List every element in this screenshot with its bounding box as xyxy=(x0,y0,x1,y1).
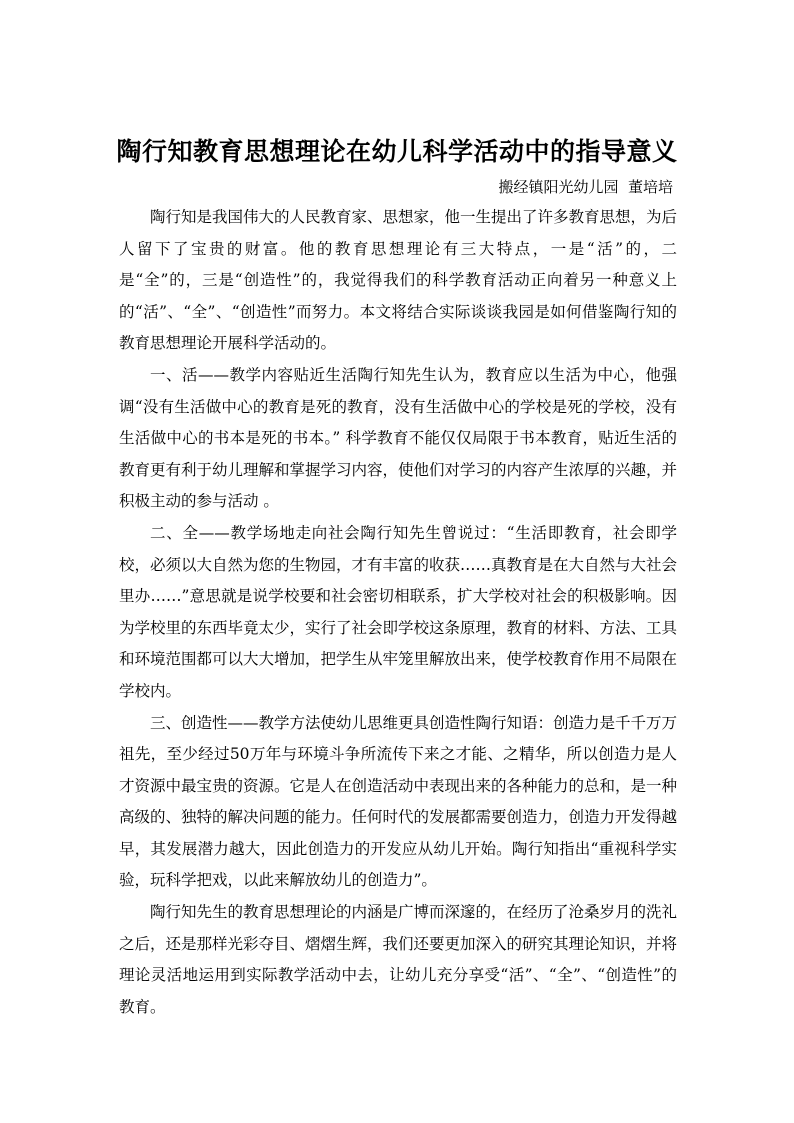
document-body xyxy=(119,202,677,1023)
document-title: 陶行知教育思想理论在幼儿科学活动中的指导意义 xyxy=(116,137,678,166)
paragraph-intro: 陶行知是我国伟大的人民教育家、思想家，他一生提出了许多教育思想，为后人留下了宝贵的财富。他的教育思想理论有三大特点，一是“活”的，二是“全”的，三是“创造性”的，我觉得我们的科学教育活动正向着另一种意义上的“活”、“全”、“创造性”而努力。本文将结合实际谈谈我园是如何借鉴陶行知的教育思想理论开展科学活动的。 xyxy=(119,208,678,353)
paragraph-section-3: 三、创造性——教学方法使幼儿思维更具创造性陶行知语：创造力是千千万万祖先，至少经过50万年与环境斗争所流传下来之才能、之精华，所以创造力是人才资源中最宝贵的资源。它是人在创造活动中表现出来的各种能力的总和，是一种高级的、独特的解决问题的能力。任何时代的发展都需要创造力，创造力开发得越早，其发展潜力越大，因此创造力的开发应从幼儿开始。陶行知指出“重视科学实验，玩科学把戏，以此来解放幼儿的创造力”。 xyxy=(119,713,678,890)
author-byline: 搬经镇阳光幼儿园 董培培 xyxy=(498,178,673,196)
paragraph-section-2: 二、全——教学场地走向社会陶行知先生曾说过：“生活即教育，社会即学校，必须以大自然为您的生物园，才有丰富的收获……真教育是在大自然与大社会里办……”意思就是说学校要和社会密切相联系，扩大学校对社会的积极影响。因为学校里的东西毕竟太少，实行了社会即学校这条原理，教育的材料、方法、工具和环境范围都可以大大增加，把学生从牢笼里解放出来，使学校教育作用不局限在学校内。 xyxy=(119,523,678,700)
paragraph-conclusion: 陶行知先生的教育思想理论的内涵是广博而深邃的，在经历了沧桑岁月的洗礼之后，还是那样光彩夺目、熠熠生辉，我们还要更加深入的研究其理论知识，并将理论灵活地运用到实际教学活动中去，让幼儿充分享受“活”、“全”、“创造性”的教育。 xyxy=(119,903,678,1016)
paragraph-section-1: 一、活——教学内容贴近生活陶行知先生认为，教育应以生活为中心，他强调“没有生活做中心的教育是死的教育，没有生活做中心的学校是死的学校，没有生活做中心的书本是死的书本。” 科学教育不能仅仅局限于书本教育，贴近生活的教育更有利于幼儿理解和掌握学习内容，使他们对学习的内容产生浓厚的兴趣，并积极主动的参与活动 。 xyxy=(119,365,678,511)
